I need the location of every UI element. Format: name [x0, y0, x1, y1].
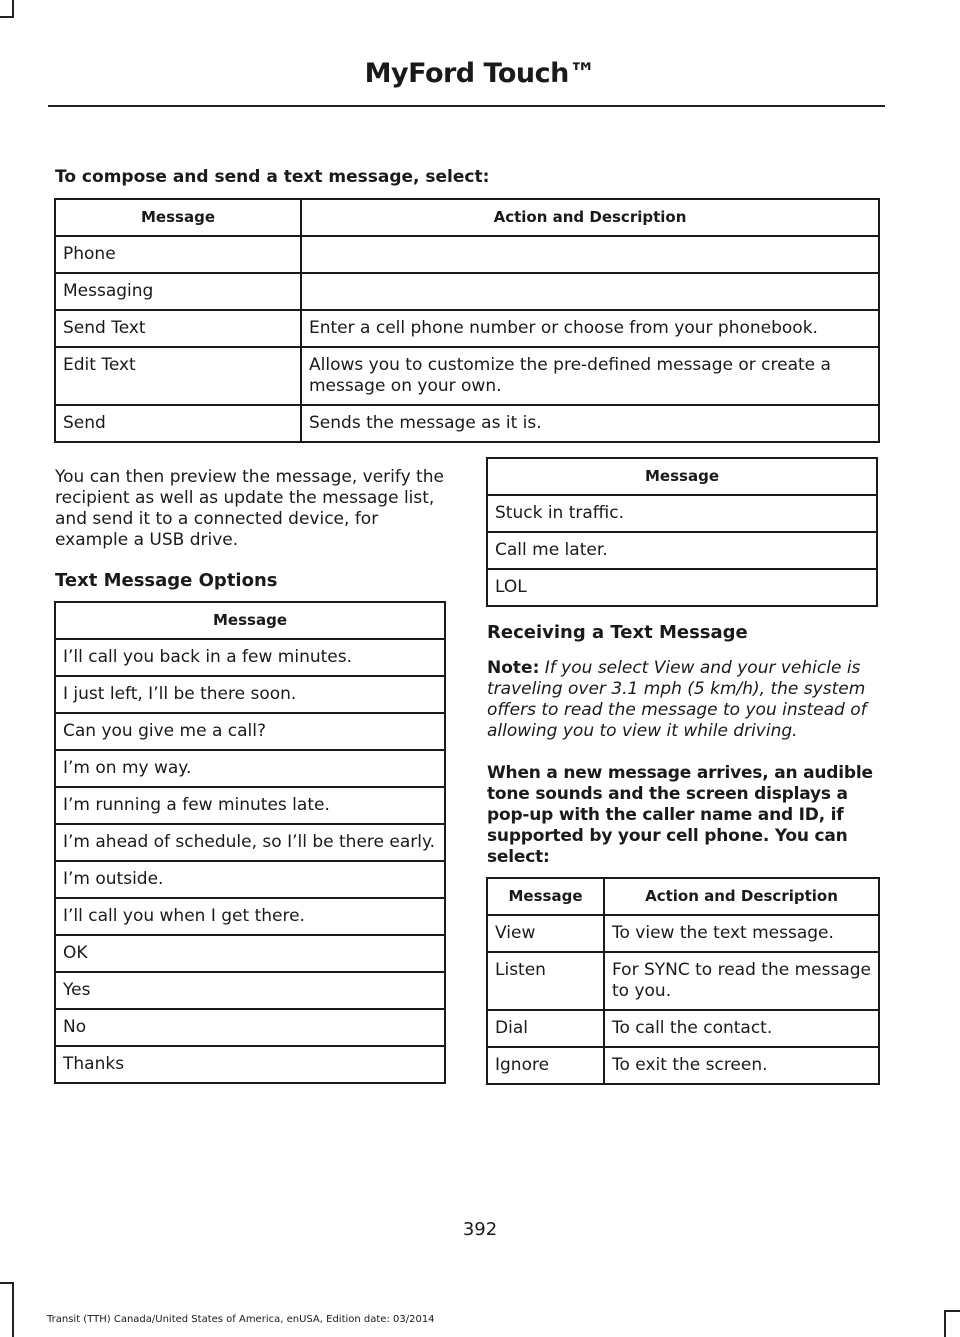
table-cell: [301, 236, 879, 273]
table-row: [55, 935, 445, 972]
table-row: [55, 1009, 445, 1046]
column-header: Action and Description: [301, 199, 879, 236]
table-row: [487, 1010, 879, 1047]
table-header-row: [55, 602, 445, 639]
table-cell: Edit Text: [55, 347, 301, 405]
table-row: [55, 347, 879, 405]
intro-text: To compose and send a text message, select:: [55, 167, 490, 187]
table-row: [55, 713, 445, 750]
table-header-row: [487, 458, 877, 495]
column-header: Message: [487, 878, 604, 915]
column-header: Message: [55, 602, 445, 639]
table-cell: To exit the screen.: [604, 1047, 879, 1084]
table-cell: Can you give me a call?: [55, 713, 445, 750]
column-header: Message: [487, 458, 877, 495]
crop-mark: [0, 16, 14, 18]
table-row: [55, 236, 879, 273]
table-cell: For SYNC to read the message to you.: [604, 952, 879, 1010]
crop-mark: [944, 1310, 946, 1337]
table-cell: I’m ahead of schedule, so I’ll be there early.: [55, 824, 445, 861]
table-cell: I’m running a few minutes late.: [55, 787, 445, 824]
table-row: [55, 824, 445, 861]
receive-options-table: [486, 877, 880, 1085]
table-row: [487, 569, 877, 606]
table-cell: No: [55, 1009, 445, 1046]
options-heading: Text Message Options: [55, 570, 278, 591]
table-cell: Listen: [487, 952, 604, 1010]
table-row: [487, 532, 877, 569]
note-text: If you select View and your vehicle is traveling over 3.1 mph (5 km/h), the system offers to read the message to you instead of allowing you to view it while driving.: [487, 658, 867, 741]
table-row: [55, 405, 879, 442]
page-header-title: MyFord Touch™: [364, 58, 596, 89]
table-row: [55, 787, 445, 824]
table-header-row: [55, 199, 879, 236]
crop-mark: [12, 1282, 14, 1337]
table-cell: Yes: [55, 972, 445, 1009]
table-cell: [301, 273, 879, 310]
table-cell: Messaging: [55, 273, 301, 310]
crop-mark: [944, 1310, 960, 1312]
table-cell: View: [487, 915, 604, 952]
table-cell: I just left, I’ll be there soon.: [55, 676, 445, 713]
table-cell: Allows you to customize the pre-defined message or create a message on your own.: [301, 347, 879, 405]
table-cell: I’m on my way.: [55, 750, 445, 787]
text-message-options-table: [54, 601, 446, 1084]
column-header: Action and Description: [604, 878, 879, 915]
table-row: [55, 861, 445, 898]
table-cell: To view the text message.: [604, 915, 879, 952]
table-row: [55, 639, 445, 676]
table-row: [55, 676, 445, 713]
table-cell: Send: [55, 405, 301, 442]
table-row: [487, 952, 879, 1010]
header-divider: [48, 105, 885, 107]
crop-mark: [0, 1282, 14, 1284]
table-header-row: [487, 878, 879, 915]
table-cell: Sends the message as it is.: [301, 405, 879, 442]
table-row: [487, 1047, 879, 1084]
table-cell: Dial: [487, 1010, 604, 1047]
table-cell: LOL: [487, 569, 877, 606]
footer-text: Transit (TTH) Canada/United States of America, enUSA, Edition date: 03/2014: [47, 1314, 435, 1325]
table-row: [55, 310, 879, 347]
column-header: Message: [55, 199, 301, 236]
table-cell: Thanks: [55, 1046, 445, 1083]
table-cell: Stuck in traffic.: [487, 495, 877, 532]
table-row: [55, 972, 445, 1009]
table-cell: OK: [55, 935, 445, 972]
compose-table: [54, 198, 880, 443]
table-cell: I’ll call you when I get there.: [55, 898, 445, 935]
table-row: [55, 750, 445, 787]
note-label: Note:: [487, 658, 540, 678]
preview-paragraph: You can then preview the message, verify the recipient as well as update the message list, and send it to a connected device, for example a USB drive.: [55, 467, 444, 550]
table-row: [55, 273, 879, 310]
table-cell: Send Text: [55, 310, 301, 347]
table-row: [55, 1046, 445, 1083]
receiving-heading: Receiving a Text Message: [487, 622, 748, 643]
table-cell: Phone: [55, 236, 301, 273]
arrival-paragraph: When a new message arrives, an audible tone sounds and the screen displays a pop-up with the caller name and ID, if supported by your cell phone. You can select:: [487, 763, 873, 867]
table-cell: Ignore: [487, 1047, 604, 1084]
table-row: [487, 495, 877, 532]
table-cell: Enter a cell phone number or choose from your phonebook.: [301, 310, 879, 347]
page-number: 392: [462, 1219, 498, 1240]
text-message-options-table-continued: [486, 457, 878, 607]
note-paragraph: [487, 658, 879, 742]
table-cell: To call the contact.: [604, 1010, 879, 1047]
table-row: [487, 915, 879, 952]
table-cell: I’ll call you back in a few minutes.: [55, 639, 445, 676]
table-row: [55, 898, 445, 935]
table-cell: I’m outside.: [55, 861, 445, 898]
table-cell: Call me later.: [487, 532, 877, 569]
